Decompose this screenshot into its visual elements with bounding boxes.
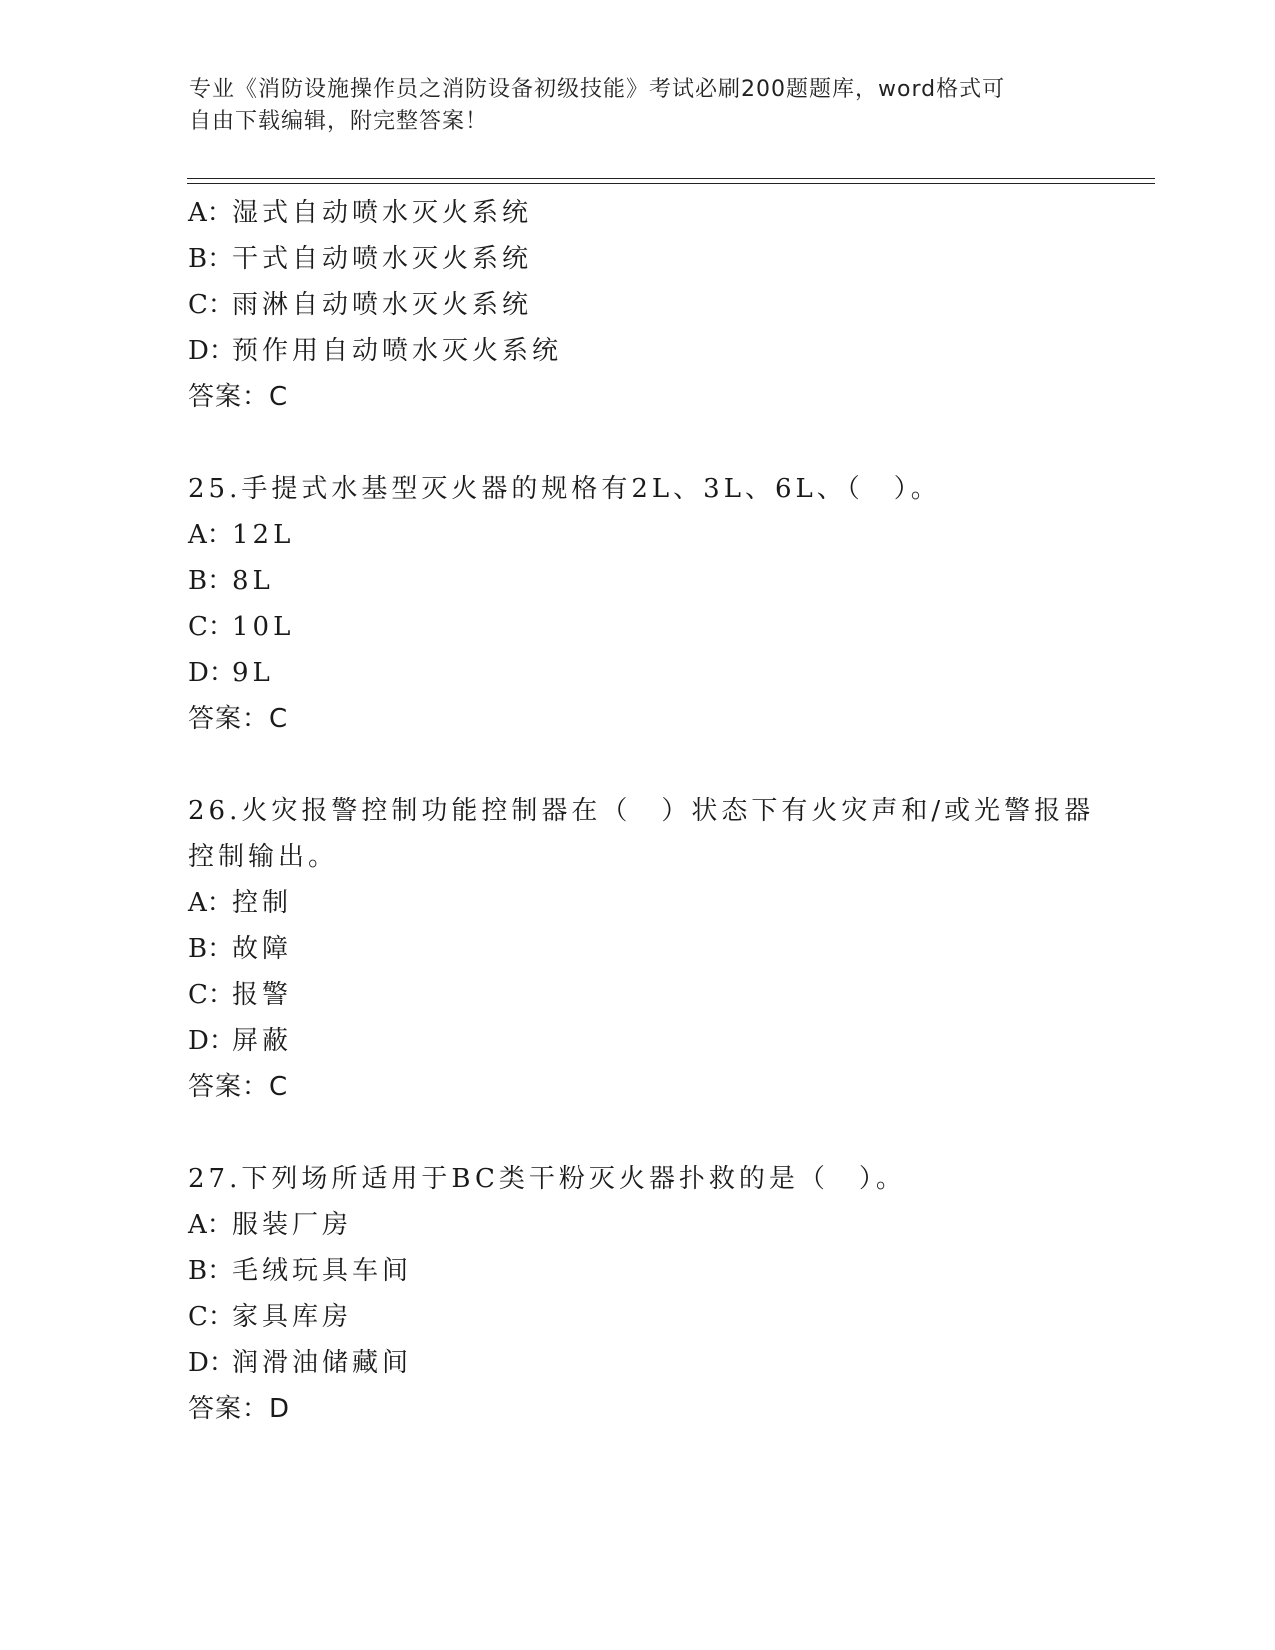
answer-line: 答案：C: [188, 382, 289, 412]
option-c: C：家具库房: [188, 1302, 353, 1332]
option-a: A：控制: [188, 888, 293, 918]
option-d: D：屏蔽: [188, 1026, 293, 1056]
question-block: [188, 788, 1095, 1110]
question-text-line-2: 控制输出。: [188, 842, 339, 872]
document-header: [189, 74, 1069, 138]
answer-line: 答案：C: [188, 1072, 289, 1102]
option-b: B：故障: [188, 934, 293, 964]
question-text: 27.下列场所适用于BC类干粉灭火器扑救的是（ ）。: [188, 1164, 906, 1194]
option-d: D：润滑油储藏间: [188, 1348, 413, 1378]
option-b: B：干式自动喷水灭火系统: [188, 244, 533, 274]
option-a: A：湿式自动喷水灭火系统: [188, 198, 533, 228]
option-b: B：毛绒玩具车间: [188, 1256, 413, 1286]
answer-line: 答案：D: [188, 1394, 291, 1424]
option-c: C：10L: [188, 612, 295, 642]
header-line-1: 专业《消防设施操作员之消防设备初级技能》考试必刷200题题库，word格式可: [189, 77, 1006, 102]
question-block: [188, 466, 1088, 742]
question-block: [188, 1156, 1088, 1432]
option-a: A：服装厂房: [188, 1210, 353, 1240]
answer-line: 答案：C: [188, 704, 289, 734]
option-c: C：报警: [188, 980, 293, 1010]
option-a: A：12L: [188, 520, 295, 550]
header-divider-top: [187, 178, 1155, 179]
header-divider-bottom: [187, 183, 1155, 184]
header-line-2: 自由下载编辑，附完整答案！: [189, 109, 489, 134]
question-list: [188, 190, 1095, 1432]
option-d: D：预作用自动喷水灭火系统: [188, 336, 563, 366]
option-c: C：雨淋自动喷水灭火系统: [188, 290, 533, 320]
option-d: D：9L: [188, 658, 274, 688]
question-block: [188, 190, 1088, 420]
question-text: 25.手提式水基型灭火器的规格有2L、3L、6L、（ ）。: [188, 474, 941, 504]
question-text-line-1: 26.火灾报警控制功能控制器在（ ）状态下有火灾声和/或光警报器: [188, 796, 1095, 826]
option-b: B：8L: [188, 566, 274, 596]
